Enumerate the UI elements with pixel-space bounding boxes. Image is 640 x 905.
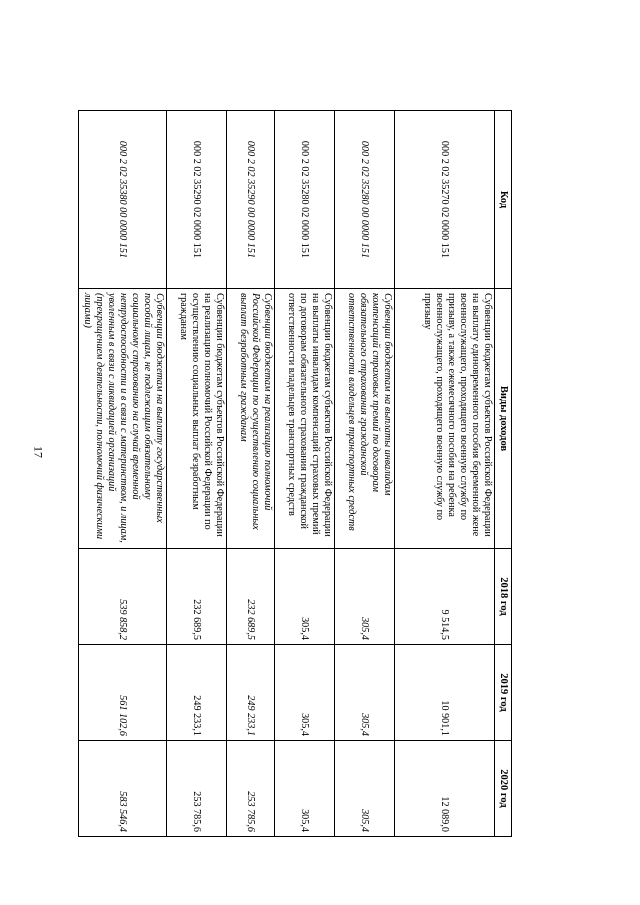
table-row	[335, 111, 395, 837]
row-2019: 249 233,1	[167, 645, 227, 741]
row-2019: 249 233,1	[227, 645, 275, 741]
row-2018: 539 858,2	[79, 549, 167, 645]
row-code: 000 2 02 35290 00 0000 151	[227, 111, 275, 289]
row-2018: 305,4	[335, 549, 395, 645]
row-2018: 232 689,5	[227, 549, 275, 645]
row-2018: 9 514,5	[395, 549, 495, 645]
header-row	[495, 111, 512, 837]
header-2018: 2018 год	[495, 549, 512, 645]
row-2020: 12 089,0	[395, 741, 495, 837]
row-code: 000 2 02 35270 02 0000 151	[395, 111, 495, 289]
row-2018: 305,4	[275, 549, 335, 645]
header-2020: 2020 год	[495, 741, 512, 837]
row-desc: Субвенции бюджетам субъектов Российской Федерации на выплаты инвалидам компенсаций страховых премий по договорам обязательного страхования гражданской ответственности владельцев транспортных средств	[275, 289, 335, 549]
table-row	[79, 111, 167, 837]
table-row	[275, 111, 335, 837]
row-2019: 305,4	[335, 645, 395, 741]
row-2020: 253 785,6	[227, 741, 275, 837]
table-container	[80, 110, 512, 836]
row-desc: Субвенции бюджетам на реализацию полномочий Российской Федерации по осуществлению социальных выплат безработным гражданам	[227, 289, 275, 549]
revenue-table	[78, 110, 512, 837]
header-code: Код	[495, 111, 512, 289]
row-code: 000 2 02 35280 00 0000 151	[335, 111, 395, 289]
row-2020: 253 785,6	[167, 741, 227, 837]
page-number: 17	[31, 446, 46, 458]
row-code: 000 2 02 35280 02 0000 151	[275, 111, 335, 289]
table-row	[227, 111, 275, 837]
table-row	[167, 111, 227, 837]
row-desc: Субвенции бюджетам субъектов Российской Федерации на реализацию полномочий Российской Федерации по осуществлению социальных выплат безработным гражданам	[167, 289, 227, 549]
rotated-table-frame	[80, 110, 512, 836]
row-2019: 10 901,1	[395, 645, 495, 741]
row-desc: Субвенции бюджетам субъектов Российской Федерации на выплату единовременного пособия беременной жене военнослужащего, проходящего военную службу по призыву, а также ежемесячного пособия на ребенка военнослужащего, проходящего военную службу по призыву	[395, 289, 495, 549]
row-2018: 232 689,5	[167, 549, 227, 645]
row-2019: 561 102,6	[79, 645, 167, 741]
header-desc: Виды доходов	[495, 289, 512, 549]
row-desc: Субвенции бюджетам на выплату государственных пособий лицам, не подлежащим обязательному социальному страхованию на случай временной нетрудоспособности и в связи с материнством, и лицам, уволенным в связи с ликвидацией организаций (прекращением деятельности, полномочий физическими лицами)	[79, 289, 167, 549]
row-2019: 305,4	[275, 645, 335, 741]
row-code: 000 2 02 35380 00 0000 151	[79, 111, 167, 289]
row-code: 000 2 02 35290 02 0000 151	[167, 111, 227, 289]
table-row	[395, 111, 495, 837]
row-desc: Субвенции бюджетам на выплаты инвалидам компенсаций страховых премий по договорам обязательного страхования гражданской ответственности владельцев транспортных средств	[335, 289, 395, 549]
row-2020: 583 546,4	[79, 741, 167, 837]
row-2020: 305,4	[335, 741, 395, 837]
row-2020: 305,4	[275, 741, 335, 837]
header-2019: 2019 год	[495, 645, 512, 741]
